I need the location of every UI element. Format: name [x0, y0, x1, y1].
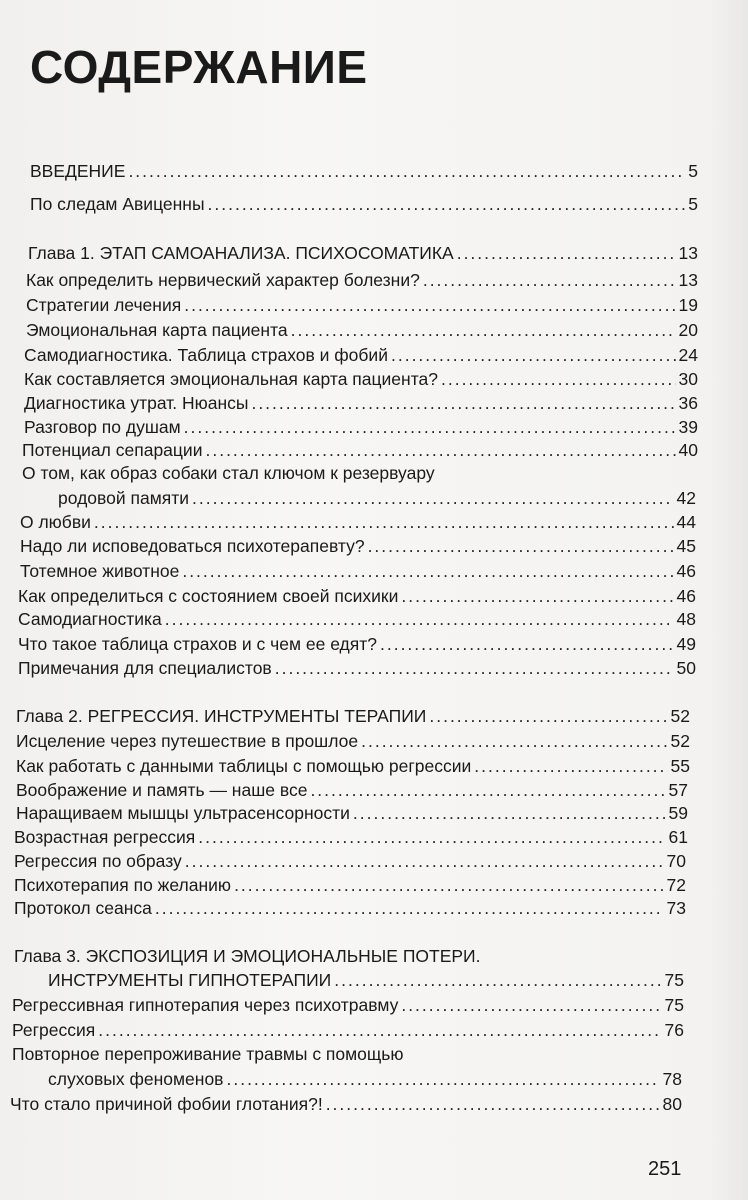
toc-entry-label: Что стало причиной фобии глотания?!	[10, 1094, 323, 1114]
toc-entry-page: 20	[678, 320, 698, 340]
toc-entry-page: 78	[662, 1069, 682, 1089]
toc-entry-page: 50	[676, 658, 696, 678]
toc-chapter-3[interactable]	[48, 969, 684, 991]
dot-leader	[275, 657, 674, 679]
toc-entry-label: Протокол сеанса	[14, 898, 152, 918]
toc-entry-label: Надо ли исповедоваться психотерапевту?	[20, 536, 365, 556]
toc-entry[interactable]	[14, 850, 686, 872]
toc-entry-label: ВВЕДЕНИЕ	[30, 161, 126, 181]
toc-entry-page: 13	[678, 243, 698, 263]
chapter-heading: ИНСТРУМЕНТЫ ГИПНОТЕРАПИИ	[48, 970, 332, 990]
toc-entry-label: По следам Авиценны	[30, 194, 205, 214]
dot-leader	[208, 193, 686, 215]
toc-entry-avicenna[interactable]	[30, 193, 698, 215]
toc-entry-label: Как составляется эмоциональная карта пациента?	[24, 369, 438, 389]
toc-entry-page: 73	[666, 898, 686, 918]
dot-leader	[165, 608, 674, 630]
dot-leader	[184, 416, 676, 438]
dot-leader	[198, 826, 665, 848]
toc-entry[interactable]	[48, 1068, 682, 1090]
toc-entry-page: 55	[670, 756, 690, 776]
toc-entry-page: 59	[668, 803, 688, 823]
toc-entry-intro[interactable]	[30, 160, 698, 182]
toc-entry-page: 13	[678, 270, 698, 290]
toc-entry-page: 44	[676, 512, 696, 532]
toc-entry-label: Регрессия по образу	[14, 851, 182, 871]
toc-entry-label: Эмоциональная карта пациента	[26, 320, 288, 340]
toc-entry[interactable]	[16, 802, 688, 824]
toc-entry-page: 57	[668, 780, 688, 800]
toc-chapter-3-line1[interactable]: Глава 3. ЭКСПОЗИЦИЯ И ЭМОЦИОНАЛЬНЫЕ ПОТЕРИ.	[14, 946, 481, 966]
toc-entry[interactable]	[14, 826, 688, 848]
toc-entry[interactable]	[18, 633, 696, 655]
toc-entry[interactable]	[12, 1019, 684, 1041]
toc-entry-label: Как определить нервический характер болезни?	[26, 270, 420, 290]
toc-entry-label: Возрастная регрессия	[14, 827, 196, 847]
toc-entry[interactable]	[16, 779, 688, 801]
toc-entry-label: Психотерапия по желанию	[14, 875, 232, 895]
dot-leader	[353, 802, 666, 824]
toc-entry-label: Как работать с данными таблицы с помощью регрессии	[16, 756, 472, 776]
page-title: СОДЕРЖАНИЕ	[30, 41, 368, 93]
chapter-heading: Глава 1. ЭТАП САМОАНАЛИЗА. ПСИХОСОМАТИКА	[28, 243, 454, 263]
toc-entry[interactable]	[24, 344, 698, 366]
toc-entry[interactable]	[26, 269, 698, 291]
toc-entry-page: 5	[688, 161, 698, 181]
toc-entry-page: 80	[662, 1094, 682, 1114]
toc-entry-label: О любви	[20, 512, 91, 532]
toc-entry-page: 61	[668, 827, 688, 847]
dot-leader	[368, 535, 674, 557]
toc-entry-page: 52	[670, 706, 690, 726]
toc-entry-page: 24	[678, 345, 698, 365]
dot-leader	[184, 294, 675, 316]
toc-entry-page: 52	[670, 731, 690, 751]
dot-leader	[155, 897, 664, 919]
dot-leader	[205, 439, 675, 461]
toc-entry-label: Что такое таблица страхов и с чем ее едят?	[18, 634, 377, 654]
toc-entry[interactable]	[18, 608, 696, 630]
toc-entry-label: Диагностика утрат. Нюансы	[24, 393, 249, 413]
dot-leader	[326, 1093, 660, 1115]
dot-leader	[361, 730, 667, 752]
toc-entry-page: 5	[688, 194, 698, 214]
toc-entry[interactable]	[14, 897, 686, 919]
toc-entry-label-line1[interactable]: О том, как образ собаки стал ключом к резервуару	[22, 463, 435, 483]
toc-entry[interactable]	[18, 657, 696, 679]
dot-leader	[441, 368, 676, 390]
toc-entry-label: Как определиться с состоянием своей психики	[18, 586, 399, 606]
toc-entry-page: 30	[678, 369, 698, 389]
dot-leader	[251, 392, 675, 414]
toc-entry-page: 72	[666, 875, 686, 895]
dot-leader	[391, 344, 676, 366]
toc-entry-label: Тотемное животное	[20, 561, 180, 581]
toc-entry[interactable]	[26, 294, 698, 316]
toc-entry-label: Самодиагностика	[18, 609, 162, 629]
toc-chapter-1[interactable]	[28, 242, 698, 264]
toc-entry[interactable]	[20, 511, 696, 533]
toc-entry-label: Регрессия	[12, 1020, 96, 1040]
toc-entry-page: 46	[676, 586, 696, 606]
chapter-heading: Глава 2. РЕГРЕССИЯ. ИНСТРУМЕНТЫ ТЕРАПИИ	[16, 706, 427, 726]
toc-entry[interactable]	[26, 319, 698, 341]
dot-leader	[98, 1019, 661, 1041]
toc-entry-label: Примечания для специалистов	[18, 658, 272, 678]
toc-entry-page: 75	[664, 995, 684, 1015]
page-edge-shadow	[708, 0, 748, 1200]
dot-leader	[334, 969, 661, 991]
toc-entry-page: 45	[676, 536, 696, 556]
page-number: 251	[648, 1158, 682, 1180]
toc-entry[interactable]	[22, 439, 698, 461]
dot-leader	[401, 585, 673, 607]
toc-entry[interactable]	[18, 585, 696, 607]
toc-entry-page: 40	[678, 440, 698, 460]
dot-leader	[185, 850, 664, 872]
dot-leader	[182, 560, 673, 582]
dot-leader	[94, 511, 674, 533]
dot-leader	[291, 319, 676, 341]
toc-entry-label: Регрессивная гипнотерапия через психотравму	[12, 995, 399, 1015]
toc-entry-page: 70	[666, 851, 686, 871]
toc-entry-label: Самодиагностика. Таблица страхов и фобий	[24, 345, 388, 365]
toc-entry-label: Воображение и память — наше все	[16, 780, 308, 800]
toc-entry[interactable]	[10, 1093, 682, 1115]
dot-leader	[429, 705, 667, 727]
toc-entry[interactable]	[24, 416, 698, 438]
toc-entry[interactable]	[20, 535, 696, 557]
dot-leader	[192, 487, 674, 509]
toc-entry-label: слуховых феноменов	[48, 1069, 224, 1089]
toc-entry[interactable]	[24, 368, 698, 390]
toc-entry-page: 42	[676, 488, 696, 508]
toc-entry-label: родовой памяти	[58, 488, 190, 508]
toc-chapter-2[interactable]	[16, 705, 690, 727]
toc-entry-page: 36	[678, 393, 698, 413]
toc-entry-page: 46	[676, 561, 696, 581]
toc-entry-page: 19	[678, 295, 698, 315]
toc-entry[interactable]	[20, 560, 696, 582]
toc-entry[interactable]	[16, 755, 690, 777]
dot-leader	[423, 269, 676, 291]
dot-leader	[457, 242, 676, 264]
toc-entry-label: Разговор по душам	[24, 417, 181, 437]
toc-entry-label: Наращиваем мышцы ультрасенсорности	[16, 803, 350, 823]
toc-entry-page: 75	[664, 970, 684, 990]
toc-entry-page: 76	[664, 1020, 684, 1040]
dot-leader	[474, 755, 667, 777]
toc-entry-label: Потенциал сепарации	[22, 440, 203, 460]
toc-entry[interactable]	[24, 392, 698, 414]
dot-leader	[128, 160, 685, 182]
toc-entry[interactable]	[12, 994, 684, 1016]
toc-entry-label: Исцеление через путешествие в прошлое	[16, 731, 359, 751]
toc-entry[interactable]	[14, 874, 686, 896]
toc-entry-page: 49	[676, 634, 696, 654]
dot-leader	[226, 1068, 659, 1090]
toc-entry-page: 48	[676, 609, 696, 629]
toc-entry-label: Стратегии лечения	[26, 295, 182, 315]
dot-leader	[401, 994, 661, 1016]
toc-entry[interactable]	[16, 730, 690, 752]
dot-leader	[310, 779, 665, 801]
toc-entry[interactable]	[58, 487, 696, 509]
dot-leader	[380, 633, 674, 655]
toc-entry-label-line1[interactable]: Повторное перепроживание травмы с помощью	[12, 1044, 404, 1064]
dot-leader	[234, 874, 663, 896]
toc-entry-page: 39	[678, 417, 698, 437]
